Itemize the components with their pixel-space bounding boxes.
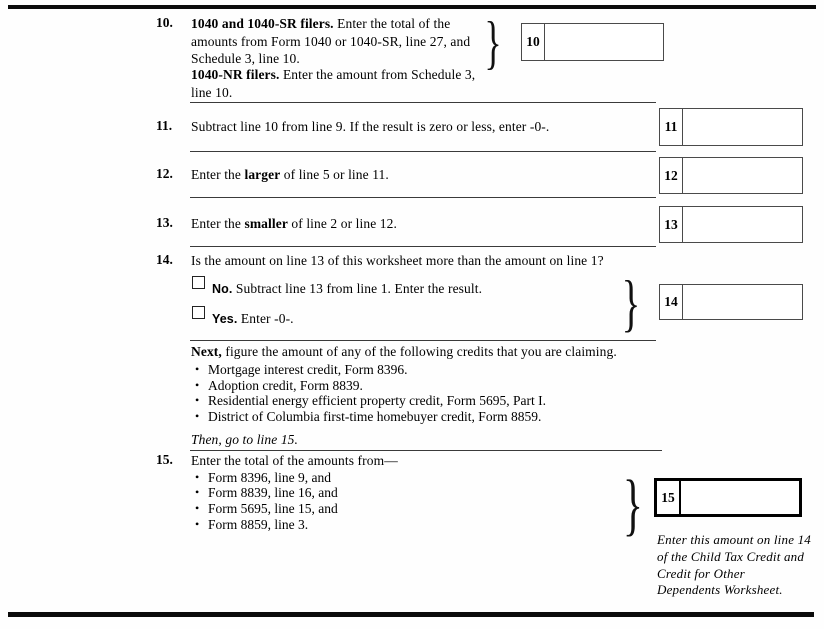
line15-bullet-3-text: Form 5695, line 15, and: [208, 501, 338, 516]
line13-amount-box: [659, 206, 803, 243]
credit-4-text: District of Columbia first-time homebuyer credit, Form 8859.: [208, 409, 542, 424]
line12-number: 12.: [156, 166, 173, 181]
bullet-icon: •: [195, 362, 200, 376]
line10-brace-icon: }: [484, 8, 502, 76]
line10-amount-box: [521, 23, 664, 61]
line15-brace-icon: }: [622, 465, 644, 543]
line10-box-label: 10: [522, 24, 545, 60]
credit-bullet-3: [195, 393, 546, 409]
line11-box-label: 11: [660, 109, 683, 145]
line15-bullet-4-text: Form 8859, line 3.: [208, 517, 309, 532]
bullet-icon: •: [195, 409, 200, 423]
next-instruction: [191, 343, 661, 361]
bottom-rule: [8, 612, 814, 617]
line10-filers2-text: Enter the amount from Schedule 3, line 10.: [191, 67, 476, 100]
line12-amount-box: [659, 157, 803, 194]
bullet-icon: •: [195, 470, 200, 484]
line11-number: 11.: [156, 118, 173, 133]
line13-pre: Enter the: [191, 216, 245, 231]
separator-line13: [190, 246, 656, 247]
line14-yes-text: [212, 310, 642, 329]
line13-text: [191, 215, 651, 233]
line14-no-text: [212, 280, 642, 299]
line10-filers2-label: 1040-NR filers.: [191, 67, 280, 82]
next-rest: figure the amount of any of the following credits that you are claiming.: [221, 344, 617, 359]
bullet-icon: •: [195, 393, 200, 407]
line14-box-label: 14: [660, 285, 683, 319]
line10-text2: [191, 66, 488, 101]
separator-line11: [190, 151, 656, 152]
credit-3-text: Residential energy efficient property credit, Form 5695, Part I.: [208, 393, 547, 408]
line10-number: 10.: [156, 15, 173, 30]
line14-amount-field[interactable]: [683, 285, 802, 319]
line14-yes-label: Yes.: [212, 312, 238, 326]
line10-filers1-text: Enter the total of the amounts from Form 1040 or 1040-SR, line 27, and Schedule 3, line 10.: [191, 16, 471, 66]
bullet-icon: •: [195, 378, 200, 392]
line13-post: of line 2 or line 12.: [287, 216, 397, 231]
then-note: Then, go to line 15.: [191, 432, 298, 447]
next-lead: Next,: [191, 344, 222, 359]
line14-no-label: No.: [212, 282, 233, 296]
top-rule: [8, 5, 816, 9]
line15-number: 15.: [156, 452, 173, 467]
line15-footnote: Enter this amount on line 14 of the Child Tax Credit and Credit for Other Dependents Worksheet.: [657, 532, 812, 598]
line15-text: Enter the total of the amounts from—: [191, 453, 398, 468]
line13-bold: smaller: [244, 216, 288, 231]
line10-text: [191, 15, 488, 68]
line12-post: of line 5 or line 11.: [280, 167, 389, 182]
credit-bullet-2: [195, 378, 363, 394]
bullet-icon: •: [195, 517, 200, 531]
line14-no-rest: Subtract line 13 from line 1. Enter the result.: [232, 281, 483, 296]
line14-amount-box: [659, 284, 803, 320]
line13-amount-field[interactable]: [683, 207, 802, 242]
line12-text: [191, 166, 651, 184]
line15-bullet-1: [195, 470, 331, 486]
line15-bullet-4: [195, 517, 308, 533]
line12-box-label: 12: [660, 158, 683, 193]
line15-box-label: 15: [657, 481, 681, 514]
line13-box-label: 13: [660, 207, 683, 242]
line15-bullet-3: [195, 501, 338, 517]
credit-1-text: Mortgage interest credit, Form 8396.: [208, 362, 408, 377]
credit-bullet-4: [195, 409, 541, 425]
line13-number: 13.: [156, 215, 173, 230]
line11-amount-field[interactable]: [683, 109, 802, 145]
line15-amount-box: [654, 478, 802, 517]
separator-then: [190, 450, 662, 451]
line10-filers1-label: 1040 and 1040-SR filers.: [191, 16, 334, 31]
separator-line12: [190, 197, 656, 198]
line15-bullet-1-text: Form 8396, line 9, and: [208, 470, 331, 485]
line14-brace-icon: }: [621, 267, 641, 339]
credit-bullet-1: [195, 362, 407, 378]
line14-number: 14.: [156, 252, 173, 267]
line15-bullet-2-text: Form 8839, line 16, and: [208, 485, 338, 500]
line14-question: Is the amount on line 13 of this worksheet more than the amount on line 1?: [191, 253, 604, 268]
line14-no-checkbox[interactable]: [192, 276, 205, 289]
line15-bullet-2: [195, 485, 338, 501]
line14-yes-rest: Enter -0-.: [237, 311, 294, 326]
line12-bold: larger: [244, 167, 281, 182]
line11-text: Subtract line 10 from line 9. If the result is zero or less, enter -0-.: [191, 119, 550, 134]
credit-2-text: Adoption credit, Form 8839.: [208, 378, 363, 393]
line12-amount-field[interactable]: [683, 158, 802, 193]
line12-pre: Enter the: [191, 167, 245, 182]
bullet-icon: •: [195, 485, 200, 499]
bullet-icon: •: [195, 501, 200, 515]
line11-amount-box: [659, 108, 803, 146]
line14-yes-checkbox[interactable]: [192, 306, 205, 319]
separator-line14: [190, 340, 656, 341]
line10-amount-field[interactable]: [545, 24, 663, 60]
separator-line10: [190, 102, 656, 103]
line15-amount-field[interactable]: [681, 481, 799, 514]
